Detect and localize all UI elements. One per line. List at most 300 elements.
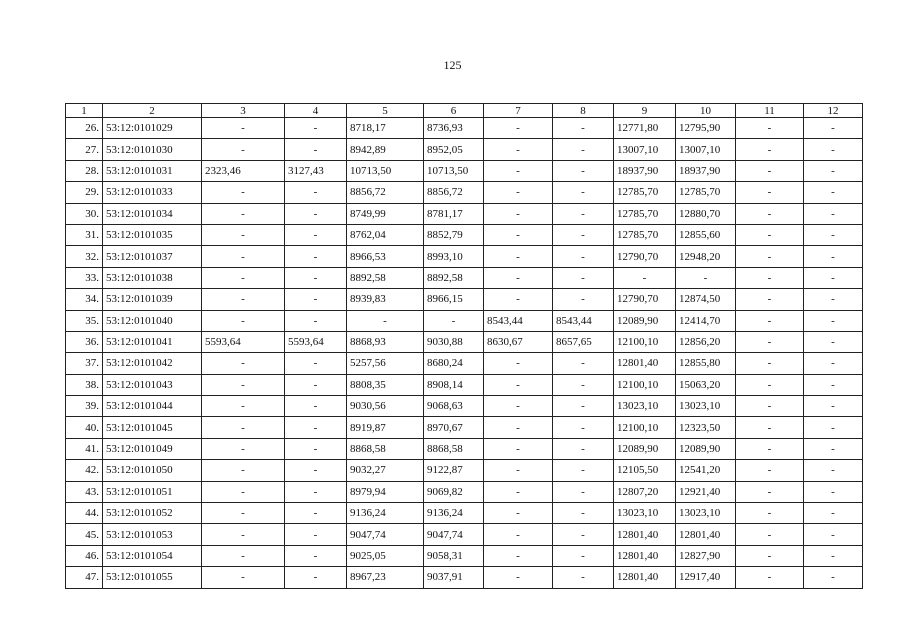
- table-body: [66, 118, 863, 589]
- cadastral-number-cell: 53:12:0101055: [103, 567, 202, 588]
- value-cell-col-5: 8808,35: [347, 374, 424, 395]
- value-cell-col-6: 9122,87: [424, 460, 484, 481]
- value-cell-col-3: -: [202, 503, 285, 524]
- value-cell-col-12: -: [804, 396, 863, 417]
- value-cell-col-6: 8952,05: [424, 139, 484, 160]
- value-cell-col-4: -: [285, 438, 347, 459]
- value-cell-col-10: 13023,10: [676, 503, 736, 524]
- value-cell-col-9: 13023,10: [614, 503, 676, 524]
- value-cell-col-11: -: [736, 481, 804, 502]
- value-cell-col-8: -: [553, 481, 614, 502]
- cadastral-number-cell: 53:12:0101034: [103, 203, 202, 224]
- value-cell-col-4: -: [285, 289, 347, 310]
- value-cell-col-12: -: [804, 524, 863, 545]
- cadastral-number-cell: 53:12:0101053: [103, 524, 202, 545]
- value-cell-col-9: 12785,70: [614, 182, 676, 203]
- value-cell-col-3: -: [202, 203, 285, 224]
- column-header-5: 5: [347, 104, 424, 118]
- table-row: [66, 481, 863, 502]
- value-cell-col-6: 8852,79: [424, 224, 484, 245]
- value-cell-col-12: -: [804, 567, 863, 588]
- value-cell-col-5: 8749,99: [347, 203, 424, 224]
- value-cell-col-10: 15063,20: [676, 374, 736, 395]
- cadastral-number-cell: 53:12:0101050: [103, 460, 202, 481]
- table-row: [66, 139, 863, 160]
- value-cell-col-9: 12105,50: [614, 460, 676, 481]
- value-cell-col-3: -: [202, 396, 285, 417]
- column-header-12: 12: [804, 104, 863, 118]
- column-header-1: 1: [66, 104, 103, 118]
- value-cell-col-5: 8942,89: [347, 139, 424, 160]
- row-number-cell: 29.: [66, 182, 103, 203]
- column-header-3: 3: [202, 104, 285, 118]
- value-cell-col-12: -: [804, 438, 863, 459]
- value-cell-col-7: -: [484, 503, 553, 524]
- value-cell-col-4: 5593,64: [285, 331, 347, 352]
- value-cell-col-3: -: [202, 310, 285, 331]
- value-cell-col-9: 18937,90: [614, 160, 676, 181]
- value-cell-col-10: 13023,10: [676, 396, 736, 417]
- row-number-cell: 39.: [66, 396, 103, 417]
- value-cell-col-9: 12801,40: [614, 545, 676, 566]
- table-row: [66, 160, 863, 181]
- value-cell-col-11: -: [736, 182, 804, 203]
- value-cell-col-3: 2323,46: [202, 160, 285, 181]
- value-cell-col-5: 8939,83: [347, 289, 424, 310]
- value-cell-col-12: -: [804, 481, 863, 502]
- row-number-cell: 45.: [66, 524, 103, 545]
- table-row: [66, 224, 863, 245]
- header-row: [66, 104, 863, 118]
- value-cell-col-4: -: [285, 203, 347, 224]
- value-cell-col-10: 12795,90: [676, 118, 736, 139]
- value-cell-col-3: -: [202, 267, 285, 288]
- cadastral-number-cell: 53:12:0101037: [103, 246, 202, 267]
- value-cell-col-10: 12827,90: [676, 545, 736, 566]
- column-header-4: 4: [285, 104, 347, 118]
- row-number-cell: 32.: [66, 246, 103, 267]
- value-cell-col-5: -: [347, 310, 424, 331]
- value-cell-col-12: -: [804, 246, 863, 267]
- value-cell-col-5: 9025,05: [347, 545, 424, 566]
- value-cell-col-7: -: [484, 417, 553, 438]
- value-cell-col-7: -: [484, 203, 553, 224]
- value-cell-col-9: 12785,70: [614, 203, 676, 224]
- value-cell-col-10: 12855,60: [676, 224, 736, 245]
- value-cell-col-5: 8868,93: [347, 331, 424, 352]
- cadastral-number-cell: 53:12:0101043: [103, 374, 202, 395]
- value-cell-col-7: -: [484, 396, 553, 417]
- table-row: [66, 374, 863, 395]
- value-cell-col-4: -: [285, 524, 347, 545]
- value-cell-col-12: -: [804, 182, 863, 203]
- value-cell-col-5: 8919,87: [347, 417, 424, 438]
- value-cell-col-6: 8736,93: [424, 118, 484, 139]
- value-cell-col-11: -: [736, 438, 804, 459]
- value-cell-col-11: -: [736, 289, 804, 310]
- value-cell-col-11: -: [736, 460, 804, 481]
- value-cell-col-9: 12801,40: [614, 567, 676, 588]
- value-cell-col-8: -: [553, 545, 614, 566]
- value-cell-col-5: 5257,56: [347, 353, 424, 374]
- value-cell-col-10: 12874,50: [676, 289, 736, 310]
- value-cell-col-9: 13007,10: [614, 139, 676, 160]
- value-cell-col-7: -: [484, 182, 553, 203]
- value-cell-col-7: -: [484, 289, 553, 310]
- value-cell-col-11: -: [736, 118, 804, 139]
- value-cell-col-11: -: [736, 310, 804, 331]
- row-number-cell: 46.: [66, 545, 103, 566]
- value-cell-col-7: -: [484, 139, 553, 160]
- value-cell-col-9: 12790,70: [614, 246, 676, 267]
- value-cell-col-7: -: [484, 246, 553, 267]
- row-number-cell: 38.: [66, 374, 103, 395]
- value-cell-col-5: 8892,58: [347, 267, 424, 288]
- value-cell-col-8: -: [553, 182, 614, 203]
- value-cell-col-3: -: [202, 438, 285, 459]
- value-cell-col-4: -: [285, 118, 347, 139]
- value-cell-col-4: -: [285, 460, 347, 481]
- value-cell-col-6: 8908,14: [424, 374, 484, 395]
- value-cell-col-10: 12089,90: [676, 438, 736, 459]
- value-cell-col-10: 18937,90: [676, 160, 736, 181]
- value-cell-col-3: 5593,64: [202, 331, 285, 352]
- row-number-cell: 41.: [66, 438, 103, 459]
- value-cell-col-5: 9136,24: [347, 503, 424, 524]
- value-cell-col-9: 12100,10: [614, 374, 676, 395]
- value-cell-col-8: -: [553, 267, 614, 288]
- value-cell-col-12: -: [804, 460, 863, 481]
- page-number: 125: [443, 58, 462, 72]
- table-row: [66, 545, 863, 566]
- value-cell-col-3: -: [202, 545, 285, 566]
- value-cell-col-6: 8781,17: [424, 203, 484, 224]
- cadastral-number-cell: 53:12:0101045: [103, 417, 202, 438]
- value-cell-col-4: -: [285, 267, 347, 288]
- value-cell-col-6: 8680,24: [424, 353, 484, 374]
- value-cell-col-10: -: [676, 267, 736, 288]
- cadastral-number-cell: 53:12:0101030: [103, 139, 202, 160]
- value-cell-col-4: 3127,43: [285, 160, 347, 181]
- table-row: [66, 503, 863, 524]
- row-number-cell: 30.: [66, 203, 103, 224]
- value-cell-col-12: -: [804, 374, 863, 395]
- value-cell-col-11: -: [736, 246, 804, 267]
- value-cell-col-12: -: [804, 310, 863, 331]
- value-cell-col-5: 9047,74: [347, 524, 424, 545]
- table-row: [66, 524, 863, 545]
- value-cell-col-6: 9068,63: [424, 396, 484, 417]
- value-cell-col-4: -: [285, 224, 347, 245]
- value-cell-col-8: -: [553, 417, 614, 438]
- value-cell-col-8: -: [553, 374, 614, 395]
- cadastral-number-cell: 53:12:0101052: [103, 503, 202, 524]
- value-cell-col-8: -: [553, 160, 614, 181]
- cadastral-number-cell: 53:12:0101038: [103, 267, 202, 288]
- value-cell-col-6: 8993,10: [424, 246, 484, 267]
- value-cell-col-4: -: [285, 139, 347, 160]
- value-cell-col-9: 12771,80: [614, 118, 676, 139]
- value-cell-col-7: -: [484, 545, 553, 566]
- table-row: [66, 246, 863, 267]
- value-cell-col-10: 12856,20: [676, 331, 736, 352]
- value-cell-col-12: -: [804, 331, 863, 352]
- row-number-cell: 40.: [66, 417, 103, 438]
- value-cell-col-12: -: [804, 545, 863, 566]
- value-cell-col-8: 8543,44: [553, 310, 614, 331]
- value-cell-col-7: -: [484, 353, 553, 374]
- row-number-cell: 33.: [66, 267, 103, 288]
- cadastral-number-cell: 53:12:0101031: [103, 160, 202, 181]
- value-cell-col-4: -: [285, 481, 347, 502]
- value-cell-col-7: -: [484, 481, 553, 502]
- value-cell-col-8: -: [553, 139, 614, 160]
- cadastral-number-cell: 53:12:0101051: [103, 481, 202, 502]
- value-cell-col-8: -: [553, 503, 614, 524]
- value-cell-col-11: -: [736, 503, 804, 524]
- value-cell-col-7: -: [484, 567, 553, 588]
- value-cell-col-7: -: [484, 224, 553, 245]
- value-cell-col-12: -: [804, 139, 863, 160]
- value-cell-col-5: 8762,04: [347, 224, 424, 245]
- value-cell-col-9: 12100,10: [614, 331, 676, 352]
- cadastral-values-table: [65, 103, 863, 589]
- column-header-6: 6: [424, 104, 484, 118]
- value-cell-col-10: 12801,40: [676, 524, 736, 545]
- value-cell-col-3: -: [202, 289, 285, 310]
- value-cell-col-12: -: [804, 267, 863, 288]
- row-number-cell: 44.: [66, 503, 103, 524]
- value-cell-col-4: -: [285, 374, 347, 395]
- value-cell-col-3: -: [202, 353, 285, 374]
- value-cell-col-11: -: [736, 396, 804, 417]
- value-cell-col-12: -: [804, 118, 863, 139]
- value-cell-col-7: 8630,67: [484, 331, 553, 352]
- column-header-9: 9: [614, 104, 676, 118]
- value-cell-col-11: -: [736, 160, 804, 181]
- row-number-cell: 35.: [66, 310, 103, 331]
- value-cell-col-3: -: [202, 567, 285, 588]
- value-cell-col-3: -: [202, 182, 285, 203]
- value-cell-col-3: -: [202, 374, 285, 395]
- value-cell-col-9: 13023,10: [614, 396, 676, 417]
- value-cell-col-9: 12089,90: [614, 310, 676, 331]
- table-row: [66, 417, 863, 438]
- value-cell-col-6: 9069,82: [424, 481, 484, 502]
- value-cell-col-11: -: [736, 545, 804, 566]
- value-cell-col-5: 9030,56: [347, 396, 424, 417]
- value-cell-col-5: 8967,23: [347, 567, 424, 588]
- row-number-cell: 28.: [66, 160, 103, 181]
- table-row: [66, 438, 863, 459]
- value-cell-col-4: -: [285, 182, 347, 203]
- value-cell-col-11: -: [736, 353, 804, 374]
- table-row: [66, 289, 863, 310]
- value-cell-col-9: 12089,90: [614, 438, 676, 459]
- value-cell-col-10: 12414,70: [676, 310, 736, 331]
- cadastral-number-cell: 53:12:0101029: [103, 118, 202, 139]
- value-cell-col-11: -: [736, 374, 804, 395]
- table-row: [66, 460, 863, 481]
- row-number-cell: 31.: [66, 224, 103, 245]
- value-cell-col-3: -: [202, 460, 285, 481]
- value-cell-col-6: 9058,31: [424, 545, 484, 566]
- value-cell-col-6: 9047,74: [424, 524, 484, 545]
- value-cell-col-4: -: [285, 396, 347, 417]
- value-cell-col-10: 13007,10: [676, 139, 736, 160]
- value-cell-col-10: 12323,50: [676, 417, 736, 438]
- value-cell-col-6: 9136,24: [424, 503, 484, 524]
- value-cell-col-8: -: [553, 289, 614, 310]
- value-cell-col-6: 10713,50: [424, 160, 484, 181]
- cadastral-number-cell: 53:12:0101042: [103, 353, 202, 374]
- cadastral-number-cell: 53:12:0101040: [103, 310, 202, 331]
- value-cell-col-3: -: [202, 524, 285, 545]
- value-cell-col-7: -: [484, 438, 553, 459]
- value-cell-col-8: 8657,65: [553, 331, 614, 352]
- value-cell-col-9: 12785,70: [614, 224, 676, 245]
- column-header-2: 2: [103, 104, 202, 118]
- value-cell-col-6: 8970,67: [424, 417, 484, 438]
- value-cell-col-6: 8892,58: [424, 267, 484, 288]
- value-cell-col-11: -: [736, 417, 804, 438]
- value-cell-col-12: -: [804, 417, 863, 438]
- value-cell-col-7: -: [484, 524, 553, 545]
- table-row: [66, 267, 863, 288]
- value-cell-col-4: -: [285, 310, 347, 331]
- value-cell-col-12: -: [804, 503, 863, 524]
- value-cell-col-5: 8979,94: [347, 481, 424, 502]
- value-cell-col-4: -: [285, 246, 347, 267]
- value-cell-col-6: 9030,88: [424, 331, 484, 352]
- value-cell-col-4: -: [285, 567, 347, 588]
- row-number-cell: 26.: [66, 118, 103, 139]
- value-cell-col-8: -: [553, 460, 614, 481]
- value-cell-col-6: 8966,15: [424, 289, 484, 310]
- table-row: [66, 331, 863, 352]
- value-cell-col-10: 12880,70: [676, 203, 736, 224]
- value-cell-col-3: -: [202, 118, 285, 139]
- value-cell-col-7: -: [484, 160, 553, 181]
- value-cell-col-5: 8718,17: [347, 118, 424, 139]
- column-header-10: 10: [676, 104, 736, 118]
- value-cell-col-3: -: [202, 417, 285, 438]
- value-cell-col-8: -: [553, 567, 614, 588]
- table-row: [66, 118, 863, 139]
- value-cell-col-11: -: [736, 567, 804, 588]
- value-cell-col-11: -: [736, 203, 804, 224]
- row-number-cell: 42.: [66, 460, 103, 481]
- cadastral-number-cell: 53:12:0101044: [103, 396, 202, 417]
- row-number-cell: 37.: [66, 353, 103, 374]
- value-cell-col-12: -: [804, 160, 863, 181]
- value-cell-col-12: -: [804, 203, 863, 224]
- value-cell-col-10: 12785,70: [676, 182, 736, 203]
- row-number-cell: 34.: [66, 289, 103, 310]
- value-cell-col-7: 8543,44: [484, 310, 553, 331]
- value-cell-col-8: -: [553, 524, 614, 545]
- row-number-cell: 47.: [66, 567, 103, 588]
- value-cell-col-12: -: [804, 353, 863, 374]
- value-cell-col-8: -: [553, 438, 614, 459]
- value-cell-col-8: -: [553, 246, 614, 267]
- value-cell-col-8: -: [553, 396, 614, 417]
- value-cell-col-11: -: [736, 331, 804, 352]
- value-cell-col-3: -: [202, 139, 285, 160]
- value-cell-col-4: -: [285, 353, 347, 374]
- cadastral-number-cell: 53:12:0101049: [103, 438, 202, 459]
- cadastral-number-cell: 53:12:0101035: [103, 224, 202, 245]
- row-number-cell: 36.: [66, 331, 103, 352]
- table-row: [66, 353, 863, 374]
- value-cell-col-5: 8856,72: [347, 182, 424, 203]
- table-row: [66, 310, 863, 331]
- value-cell-col-5: 8868,58: [347, 438, 424, 459]
- value-cell-col-9: -: [614, 267, 676, 288]
- cadastral-number-cell: 53:12:0101041: [103, 331, 202, 352]
- value-cell-col-3: -: [202, 224, 285, 245]
- cadastral-number-cell: 53:12:0101033: [103, 182, 202, 203]
- cadastral-number-cell: 53:12:0101054: [103, 545, 202, 566]
- value-cell-col-9: 12801,40: [614, 524, 676, 545]
- value-cell-col-6: 9037,91: [424, 567, 484, 588]
- value-cell-col-9: 12100,10: [614, 417, 676, 438]
- table-row: [66, 396, 863, 417]
- column-header-7: 7: [484, 104, 553, 118]
- value-cell-col-11: -: [736, 267, 804, 288]
- value-cell-col-7: -: [484, 460, 553, 481]
- table-row: [66, 567, 863, 588]
- value-cell-col-5: 10713,50: [347, 160, 424, 181]
- value-cell-col-10: 12541,20: [676, 460, 736, 481]
- value-cell-col-12: -: [804, 289, 863, 310]
- value-cell-col-3: -: [202, 246, 285, 267]
- cadastral-number-cell: 53:12:0101039: [103, 289, 202, 310]
- value-cell-col-7: -: [484, 267, 553, 288]
- row-number-cell: 43.: [66, 481, 103, 502]
- value-cell-col-5: 9032,27: [347, 460, 424, 481]
- value-cell-col-8: -: [553, 224, 614, 245]
- value-cell-col-9: 12790,70: [614, 289, 676, 310]
- value-cell-col-8: -: [553, 118, 614, 139]
- value-cell-col-4: -: [285, 417, 347, 438]
- value-cell-col-4: -: [285, 545, 347, 566]
- value-cell-col-7: -: [484, 118, 553, 139]
- value-cell-col-3: -: [202, 481, 285, 502]
- value-cell-col-9: 12801,40: [614, 353, 676, 374]
- value-cell-col-11: -: [736, 224, 804, 245]
- value-cell-col-11: -: [736, 139, 804, 160]
- value-cell-col-11: -: [736, 524, 804, 545]
- value-cell-col-4: -: [285, 503, 347, 524]
- value-cell-col-7: -: [484, 374, 553, 395]
- column-header-8: 8: [553, 104, 614, 118]
- value-cell-col-10: 12948,20: [676, 246, 736, 267]
- value-cell-col-10: 12921,40: [676, 481, 736, 502]
- value-cell-col-12: -: [804, 224, 863, 245]
- value-cell-col-10: 12855,80: [676, 353, 736, 374]
- table-row: [66, 182, 863, 203]
- value-cell-col-5: 8966,53: [347, 246, 424, 267]
- value-cell-col-6: 8856,72: [424, 182, 484, 203]
- value-cell-col-10: 12917,40: [676, 567, 736, 588]
- row-number-cell: 27.: [66, 139, 103, 160]
- column-header-11: 11: [736, 104, 804, 118]
- value-cell-col-8: -: [553, 203, 614, 224]
- value-cell-col-8: -: [553, 353, 614, 374]
- value-cell-col-9: 12807,20: [614, 481, 676, 502]
- table-row: [66, 203, 863, 224]
